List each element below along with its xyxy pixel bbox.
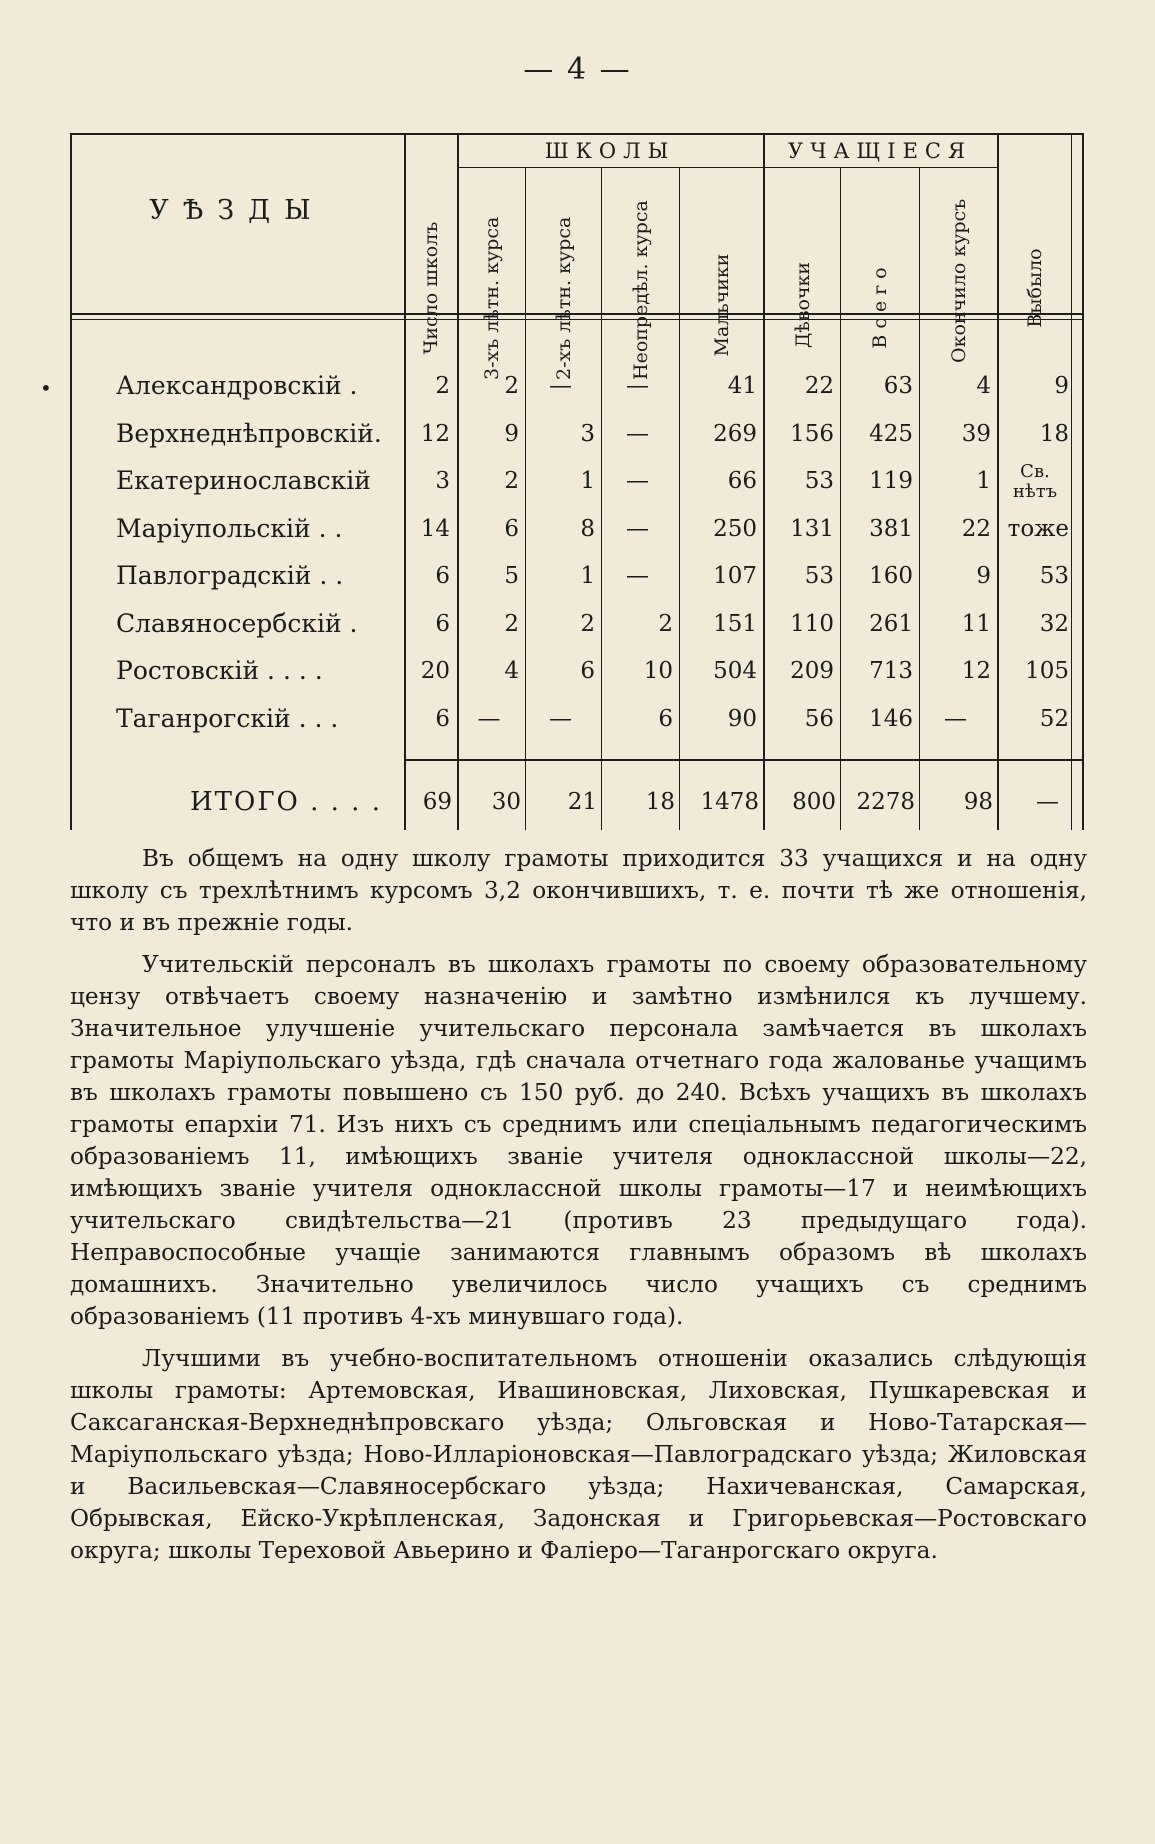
- two-year-header-cell: [526, 167, 601, 443]
- district-name: Таганрогскій . . .: [116, 703, 339, 733]
- cell-schools: 6: [435, 563, 450, 589]
- cell-schools: 2: [435, 373, 450, 399]
- cell-undef: 10: [643, 658, 673, 684]
- cell-girls: 209: [790, 658, 834, 684]
- district-name: Ростовскій . . . .: [116, 656, 323, 685]
- cell-total: 146: [869, 705, 913, 732]
- cell-two: 3: [580, 420, 595, 447]
- cell-three: —: [477, 705, 501, 732]
- cell-dropped: 53: [1039, 563, 1069, 589]
- cell-finished: 4: [976, 373, 991, 399]
- cell-schools: 3: [435, 468, 450, 494]
- page-number: — 4 —: [523, 52, 632, 87]
- cell-three: 4: [504, 658, 519, 684]
- total-dropped: —: [1036, 789, 1059, 815]
- cell-girls: 110: [790, 610, 834, 637]
- cell-girls: 56: [804, 705, 834, 732]
- cell-two: 8: [580, 515, 595, 542]
- cell-two: 1: [580, 563, 595, 589]
- cell-two: —: [549, 705, 572, 732]
- schools-group-header: ШКОЛЫ: [544, 139, 676, 163]
- dropped-header: Выбыло: [1024, 248, 1046, 328]
- uezdy-header: УѢЗДЫ: [149, 195, 325, 226]
- cell-undef: 2: [658, 610, 673, 637]
- statistics-table: [70, 133, 1084, 830]
- cell-finished: 39: [961, 420, 991, 447]
- cell-two: —: [549, 373, 572, 399]
- cell-undef: —: [626, 563, 649, 589]
- body-text: [70, 843, 1087, 1577]
- cell-three: 2: [504, 373, 519, 399]
- cell-total: 119: [869, 468, 913, 494]
- cell-dropped: 52: [1039, 705, 1069, 732]
- cell-three: 2: [504, 468, 519, 494]
- cell-boys: 90: [727, 705, 757, 732]
- cell-total: 713: [869, 658, 913, 684]
- cell-boys: 151: [713, 610, 757, 637]
- table-left-rule: [70, 133, 72, 830]
- cell-undef: —: [626, 515, 649, 542]
- cell-two: 1: [580, 468, 595, 494]
- cell-undef: —: [626, 373, 649, 399]
- cell-girls: 156: [790, 420, 834, 447]
- district-name: Маріупольскій . .: [116, 513, 343, 543]
- cell-finished: 22: [961, 515, 991, 542]
- total-three-year: 30: [491, 789, 521, 815]
- table-right-rule: [1082, 133, 1084, 830]
- cell-girls: 22: [804, 373, 834, 399]
- total-finished: 98: [963, 789, 993, 815]
- finished-header: Окончило курсъ: [947, 198, 970, 363]
- cell-schools: 20: [420, 658, 450, 684]
- total-header-cell: [841, 167, 919, 443]
- total-boys: 1478: [700, 789, 759, 815]
- cell-dropped: 18: [1039, 420, 1069, 447]
- cell-total: 381: [869, 515, 913, 542]
- undefined-course-header: Неопредѣл. курса: [629, 200, 652, 380]
- girls-header: Дѣвочки: [791, 261, 814, 349]
- cell-total: 425: [869, 420, 913, 447]
- three-year-header: 3-хъ лѣтн. курса: [481, 216, 503, 380]
- cell-boys: 41: [727, 373, 757, 399]
- cell-two: 2: [580, 610, 595, 637]
- cell-schools: 14: [420, 515, 450, 542]
- cell-schools: 6: [435, 705, 450, 732]
- district-name: Славяносербскій .: [116, 608, 358, 638]
- pupils-group-header: УЧАЩІЕСЯ: [788, 139, 972, 163]
- cell-total: 63: [883, 373, 913, 399]
- cell-girls: 131: [790, 515, 834, 542]
- district-name: Екатеринославскій: [116, 466, 371, 495]
- cell-dropped: 9: [1054, 373, 1069, 399]
- cell-finished: 11: [961, 610, 991, 637]
- total-row-label: ИТОГО . . . .: [190, 787, 382, 817]
- total-girls: 800: [792, 789, 836, 815]
- cell-total: 261: [869, 610, 913, 637]
- total-two-year: 21: [567, 789, 597, 815]
- undefined-header-cell: [602, 167, 679, 443]
- paragraph: Въ общемъ на одну школу грамоты приходится 33 учащихся и на одну школу съ трехлѣтнимъ курсомъ 3,2 окончившихъ, т. е. почти тѣ же отношенія, что и въ прежніе годы.: [70, 845, 1087, 936]
- cell-boys: 504: [713, 658, 757, 684]
- cell-schools: 6: [435, 610, 450, 637]
- district-name: Верхнеднѣпровскій.: [116, 418, 382, 448]
- boys-header-cell: [680, 167, 763, 443]
- cell-girls: 53: [804, 468, 834, 494]
- boys-header: Мальчики: [710, 253, 733, 357]
- cell-finished: 9: [976, 563, 991, 589]
- total-top-rule: [404, 759, 1084, 761]
- schools-count-header: Число школъ: [419, 221, 442, 355]
- cell-dropped: Св. нѣтъ: [1012, 461, 1058, 502]
- cell-boys: 269: [713, 420, 757, 447]
- district-name: Александровскій .: [116, 371, 358, 400]
- cell-undef: —: [626, 420, 649, 447]
- paragraph: Учительскій персоналъ въ школахъ грамоты по своему образовательному цензу отвѣчаетъ своему назначенію и замѣтно измѣнился къ лучшему. Значительное улучшеніе учительскаго персонала замѣчается въ школахъ грамоты Маріупольскаго уѣзда, гдѣ сначала отчетнаго года жалованье учащимъ въ школахъ грамоты повышено съ 150 руб. до 240. Всѣхъ учащихъ въ школахъ грамоты епархіи 71. Изъ нихъ съ среднимъ или спеціальнымъ педагогическимъ образованіемъ 11, имѣющихъ званіе учителя одноклассной школы—22, имѣющихъ званіе учителя одноклассной школы грамоты—17 и неимѣющихъ учительскаго свидѣтельства—21 (противъ 23 предыдущаго года). Неправоспособные учащіе занимаются главнымъ образомъ вѣ школахъ домашнихъ. Значительно увеличилось число учащихъ съ среднимъ образованіемъ (11 противъ 4-хъ минувшаго года).: [70, 951, 1087, 1330]
- cell-undef: —: [626, 468, 649, 494]
- district-name: Павлоградскій . .: [116, 561, 344, 590]
- cell-three: 9: [504, 420, 519, 447]
- two-year-header: 2-хъ лѣтн. курса: [552, 216, 575, 380]
- total-schools: 69: [422, 789, 452, 815]
- cell-boys: 66: [727, 468, 757, 494]
- cell-finished: 12: [961, 658, 991, 684]
- girls-header-cell: [765, 167, 840, 443]
- cell-three: 6: [504, 515, 519, 542]
- col-rule: [1071, 133, 1072, 830]
- cell-dropped: 105: [1025, 658, 1069, 684]
- three-year-header-cell: [459, 167, 525, 443]
- cell-dropped: тоже: [1007, 515, 1069, 542]
- cell-dropped: 32: [1039, 610, 1069, 637]
- cell-two: 6: [580, 658, 595, 684]
- cell-boys: 250: [713, 515, 757, 542]
- paragraph: Лучшими въ учебно-воспитательномъ отношеніи оказались слѣдующія школы грамоты: Артемовская, Ивашиновская, Лиховская, Пушкаревская и Саксаганская-Верхнеднѣпровскаго уѣзда; Ольговская и Ново-Татарская—Маріупольскаго уѣзда; Ново-Илларіоновская—Павлоградскаго уѣзда; Жиловская и Васильевская—Славяносербскаго уѣзда; Нахичеванская, Самарская, Обрывская, Ейско-Укрѣпленская, Задонская и Григорьевская—Ростовскаго округа; школы Тереховой Авьерино и Фаліеро—Таганрогскаго округа.: [70, 1345, 1087, 1564]
- cell-finished: —: [944, 705, 967, 732]
- cell-schools: 12: [420, 420, 450, 447]
- cell-undef: 6: [658, 705, 673, 732]
- cell-three: 5: [504, 563, 519, 589]
- total-header: Всего: [869, 261, 891, 349]
- margin-mark: •: [40, 376, 52, 400]
- cell-three: 2: [504, 610, 519, 637]
- total-undefined: 18: [645, 789, 675, 815]
- cell-finished: 1: [976, 468, 991, 494]
- cell-girls: 53: [804, 563, 834, 589]
- cell-boys: 107: [713, 563, 757, 589]
- total-all: 2278: [856, 789, 915, 815]
- cell-total: 160: [869, 563, 913, 589]
